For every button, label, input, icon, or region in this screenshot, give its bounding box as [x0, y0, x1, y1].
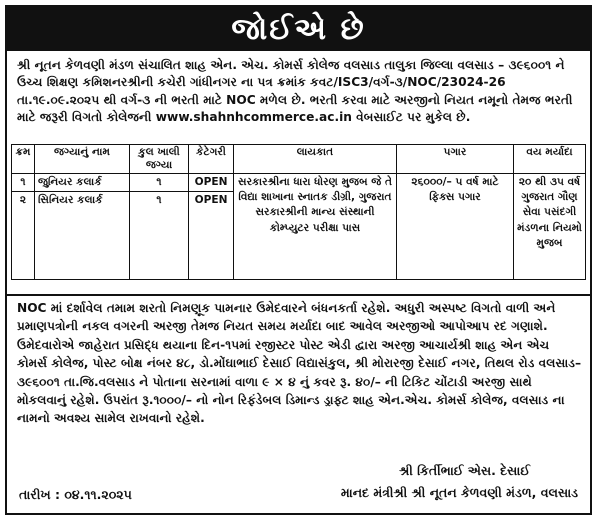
col-header-post: જગ્યાનું નામ — [35, 145, 130, 174]
section-divider — [7, 294, 590, 296]
qualification-cell: સરકારશ્રીના ધારા ધોરણ મુજબ જે તે વિદ્યા શાખાના સ્નાતક ડીગ્રી, ગુજરાત સરકારશ્રીની માન્ય સંસ્થાની કોમ્પ્યુટર પરીક્ષા પાસ — [234, 174, 397, 280]
ad-title: જોઈએ છે — [231, 11, 366, 47]
row-post: સિનિયર કલાર્ક — [35, 192, 130, 280]
row-vacancies: ૧ — [130, 192, 189, 280]
signatory-title: માનદ મંત્રીશ્રી શ્રી નૂતન કેળવણી મંડળ, વલસાડ — [340, 485, 578, 500]
row-category: OPEN — [189, 192, 234, 280]
col-header-serial: ક્રમ — [12, 145, 35, 174]
row-serial: ૨ — [12, 192, 35, 280]
notice-date: તારીખ : ૦૪.૧૧.૨૦૨૫ — [19, 487, 132, 502]
signatory-name: શ્રી કિર્તીભાઈ એસ. દેસાઈ — [399, 463, 530, 478]
pay-cell: ૨૬૦૦૦/– ૫ વર્ષ માટે ફિક્સ પગાર — [397, 174, 514, 280]
row-serial: ૧ — [12, 174, 35, 192]
table-header-row — [12, 145, 586, 174]
col-header-vacancies: કુલ ખાલી જગ્યા — [130, 145, 189, 174]
col-header-category: કેટેગરી — [189, 145, 234, 174]
col-header-age-limit: વય મર્યાદા — [514, 145, 586, 174]
vacancy-table — [11, 144, 586, 280]
row-category: OPEN — [189, 174, 234, 192]
notice-paragraph — [17, 299, 583, 428]
college-website-link[interactable]: www.shahnhcommerce.ac.in — [155, 110, 352, 125]
age-limit-cell: ૨૦ થી ૩૫ વર્ષ ગુજરાત ગૌણ સેવા પસંદગી મંડળના નિયમો મુજબ — [514, 174, 586, 280]
advertisement-frame — [5, 5, 592, 515]
col-header-qualification: લાયકાત — [234, 145, 397, 174]
row-vacancies: ૧ — [130, 174, 189, 192]
intro-text: શ્રી નૂતન કેળવણી મંડળ સંચાલિત શાહ એન. એચ. કોમર્સ કોલેજ વલસાડ તાલુકા જિલ્લા વલસાડ – ૩૯૬૦૦૧ ને ઉચ્ચ શિક્ષણ કમિશનરશ્રીની કચેરી ગાંધીનગર ના પત્ર ક્રમાંક કવટ/ISC3/વર્ગ-૩/NOC/23024-26 તા.૧૯.૦૯.૨૦૨૫ થી વર્ગ-૩ ની ભરતી માટે NOC મળેલ છે. ભરતી કરવા માટે અરજીનો નિયત નમૂનો તેમજ ભરતી માટે જરૂરી વિગતો કોલેજની — [17, 58, 573, 125]
ad-header — [7, 7, 590, 51]
notice-text: NOC માં દર્શાવેલ તમામ શરતો નિમણૂક પામનાર ઉમેદવારને બંધનકર્તા રહેશે. અધુરી અસ્પષ્ટ વિગતો વાળી અને પ્રમાણપત્રોની નકલ વગરની અરજી તેમજ નિયત સમય મર્યાદા બાદ આવેલ અરજીઓ આપોઆપ રદ ગણાશે. ઉમેદવારોએ જાહેરાત પ્રસિદ્ધ થયાના દિન-૧૫માં રજીસ્ટર પોસ્ટ એડી દ્વારા અરજી આચાર્યશ્રી શાહ એન એચ કોમર્સ કોલેજ, પોસ્ટ બોક્ષ નંબર ૪૮, ડો.મોંઘાભાઈ દેસાઈ વિદ્યાસંકુલ, શ્રી મોરારજી દેસાઈ નગર, તિથલ રોડ વલસાડ–૩૯૬૦૦૧ તા.જિ.વલસાડ ને પોતાના સરનામાં વાળા ૯ × ૪ નું કવર રૂ. ૪૦/– ની ટિકિટ ચોંટાડી અરજી સાથે મોકલવાનું રહેશે. ઉપરાંત રૂ.૧૦૦૦/– નો નોન રિફંડેબલ ડિમાન્ડ ડ્રાફ્ટ શાહ એન.એચ. કોમર્સ કોલેજ, વલસાડ ના નામનો અવશ્ય સામેલ રાખવાનો રહેશે. — [17, 301, 582, 426]
col-header-pay: પગાર — [397, 145, 514, 174]
table-row — [12, 174, 586, 192]
intro-suffix: વેબસાઈટ પર મુકેલ છે. — [351, 110, 471, 125]
intro-paragraph — [17, 57, 583, 127]
row-post: જુનિયર કલાર્ક — [35, 174, 130, 192]
